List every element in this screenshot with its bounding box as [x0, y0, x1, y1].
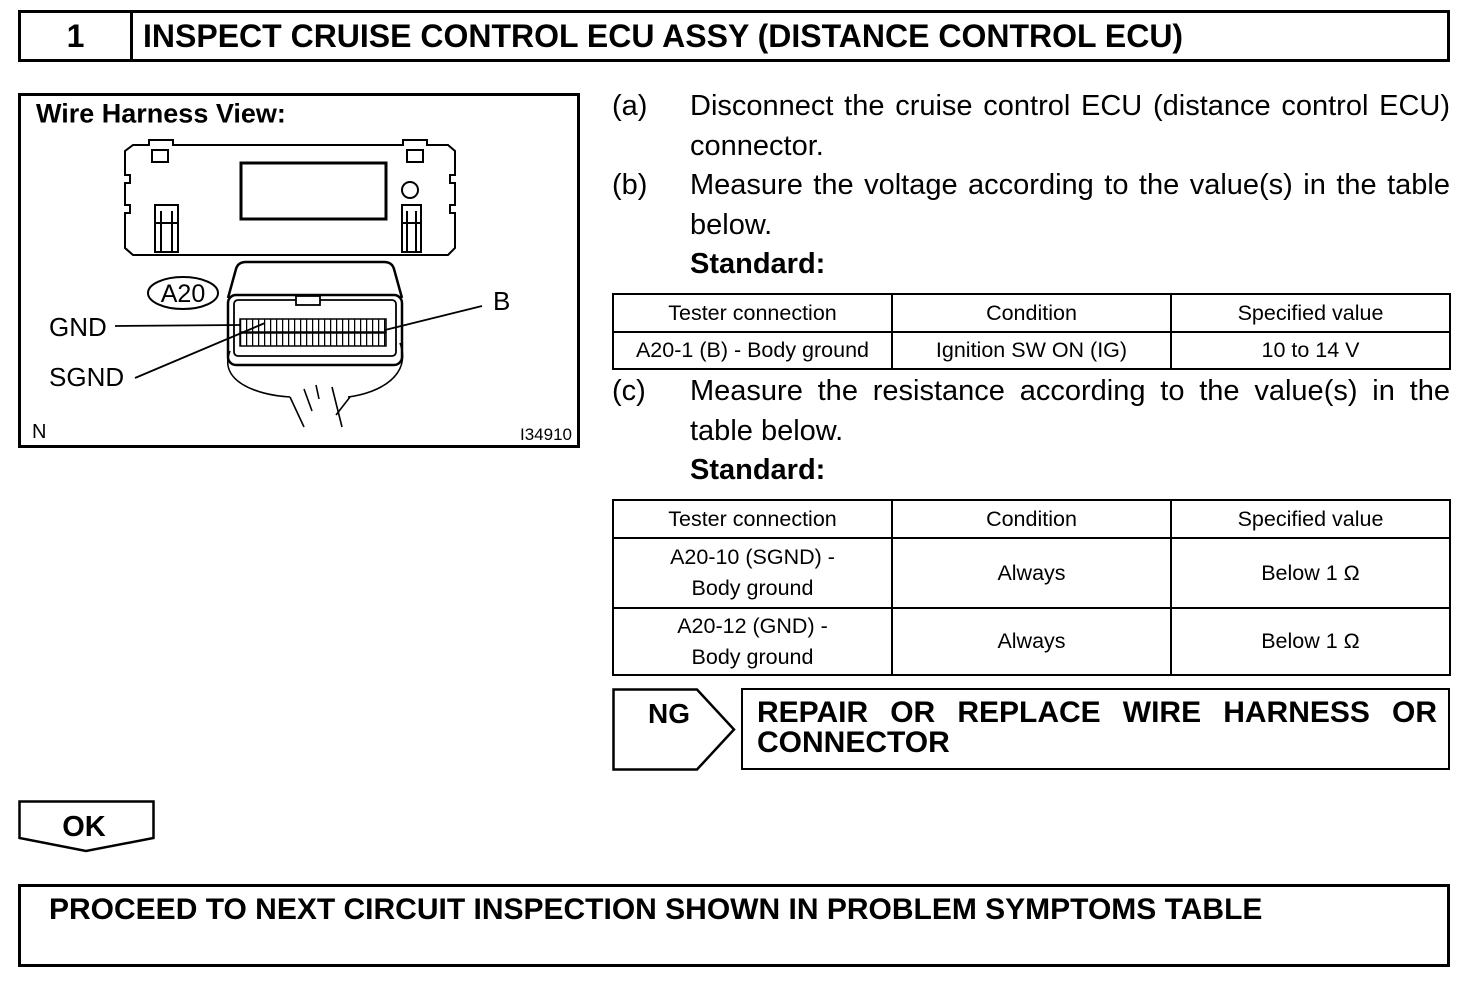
table-header-row: [613, 294, 1450, 332]
step-c-label: (c): [612, 375, 646, 407]
diagram-frame: [20, 95, 579, 447]
step-b-label: (b): [612, 169, 648, 201]
resistance-spec-table: [612, 499, 1451, 676]
figure-id: I34910: [520, 425, 572, 444]
step-a-line-1: Disconnect the cruise control ECU (distance control ECU): [690, 90, 1450, 122]
step-header: [18, 10, 1450, 62]
table-header-row: [613, 500, 1450, 538]
ng-action-box: [741, 688, 1450, 770]
step-c-line-2: table below.: [690, 414, 844, 447]
step-c-standard-label: Standard:: [690, 454, 826, 486]
wire-harness-illustration: [18, 93, 580, 448]
cell-tester-connection-line: Body ground: [691, 576, 814, 600]
step-c-line-1: Measure the resistance according to the value(s) in the: [690, 375, 1450, 407]
leader-line-gnd: [115, 325, 240, 326]
table-row: [613, 332, 1450, 369]
ok-label: OK: [62, 811, 106, 843]
step-a: [612, 87, 1450, 166]
leader-line-sgnd: [135, 323, 265, 378]
ng-result-arrow: [612, 688, 736, 771]
step-c-block: [612, 372, 1450, 491]
ok-result-arrow: [18, 800, 156, 854]
cell-tester-connection-line: A20-10 (SGND) -: [670, 545, 835, 569]
cell-tester-connection-line: Body ground: [691, 644, 814, 669]
next-step-text: PROCEED TO NEXT CIRCUIT INSPECTION SHOWN IN PROBLEM SYMPTOMS TABLE: [49, 893, 1263, 926]
terminal-label-sgnd: SGND: [49, 362, 125, 392]
cell-tester-connection-line: A20-12 (GND) -: [677, 613, 828, 638]
ng-action-line-2: CONNECTOR: [757, 726, 950, 759]
column-header-tester-connection: Tester connection: [613, 294, 892, 332]
step-a-label: (a): [612, 90, 648, 122]
connector-a20-drawing: [228, 262, 402, 365]
step-b-line-1: Measure the voltage according to the value(s) in the table: [690, 169, 1450, 201]
table-row: [613, 538, 1450, 608]
cell-tester-connection: [613, 538, 892, 608]
cell-specified-value: Below 1 Ω: [1171, 538, 1450, 608]
diagram-title: Wire Harness View:: [36, 98, 286, 129]
cell-condition: Always: [892, 608, 1171, 675]
step-b-line-2: below.: [690, 208, 773, 241]
corner-mark: N: [32, 421, 47, 443]
cell-tester-connection: [613, 332, 892, 369]
cell-tester-connection-line: A20-1 (B) - Body ground: [635, 338, 870, 362]
step-a-line-2: connector.: [690, 129, 824, 162]
cell-condition: Ignition SW ON (IG): [892, 332, 1171, 369]
step-b: [612, 166, 1450, 285]
cell-condition: Always: [892, 538, 1171, 608]
terminal-label-gnd: GND: [49, 312, 107, 342]
terminal-label-b: B: [493, 286, 511, 316]
steps-a-b: [612, 87, 1450, 285]
next-step-box: [18, 884, 1450, 967]
step-title: INSPECT CRUISE CONTROL ECU ASSY (DISTANCE CONTROL ECU): [143, 17, 1184, 54]
column-header-condition: Condition: [892, 294, 1171, 332]
cell-tester-connection: [613, 608, 892, 675]
step-number: 1: [21, 13, 133, 59]
column-header-tester-connection: Tester connection: [613, 500, 892, 538]
ng-label: NG: [648, 698, 690, 729]
connector-id-label: A20: [160, 280, 206, 308]
cell-specified-value: 10 to 14 V: [1171, 332, 1450, 369]
voltage-spec-table: [612, 293, 1451, 370]
ecu-unit-drawing: [125, 140, 455, 255]
step-b-standard-label: Standard:: [690, 248, 826, 280]
step-c: [612, 372, 1450, 491]
table-row: [613, 608, 1450, 675]
cell-specified-value: Below 1 Ω: [1171, 608, 1450, 675]
ng-action-line-1: REPAIR OR REPLACE WIRE HARNESS OR: [757, 696, 1437, 729]
column-header-condition: Condition: [892, 500, 1171, 538]
wire-harness-diagram: [18, 93, 580, 448]
column-header-specified-value: Specified value: [1171, 294, 1450, 332]
column-header-specified-value: Specified value: [1171, 500, 1450, 538]
leader-line-b: [385, 306, 482, 330]
